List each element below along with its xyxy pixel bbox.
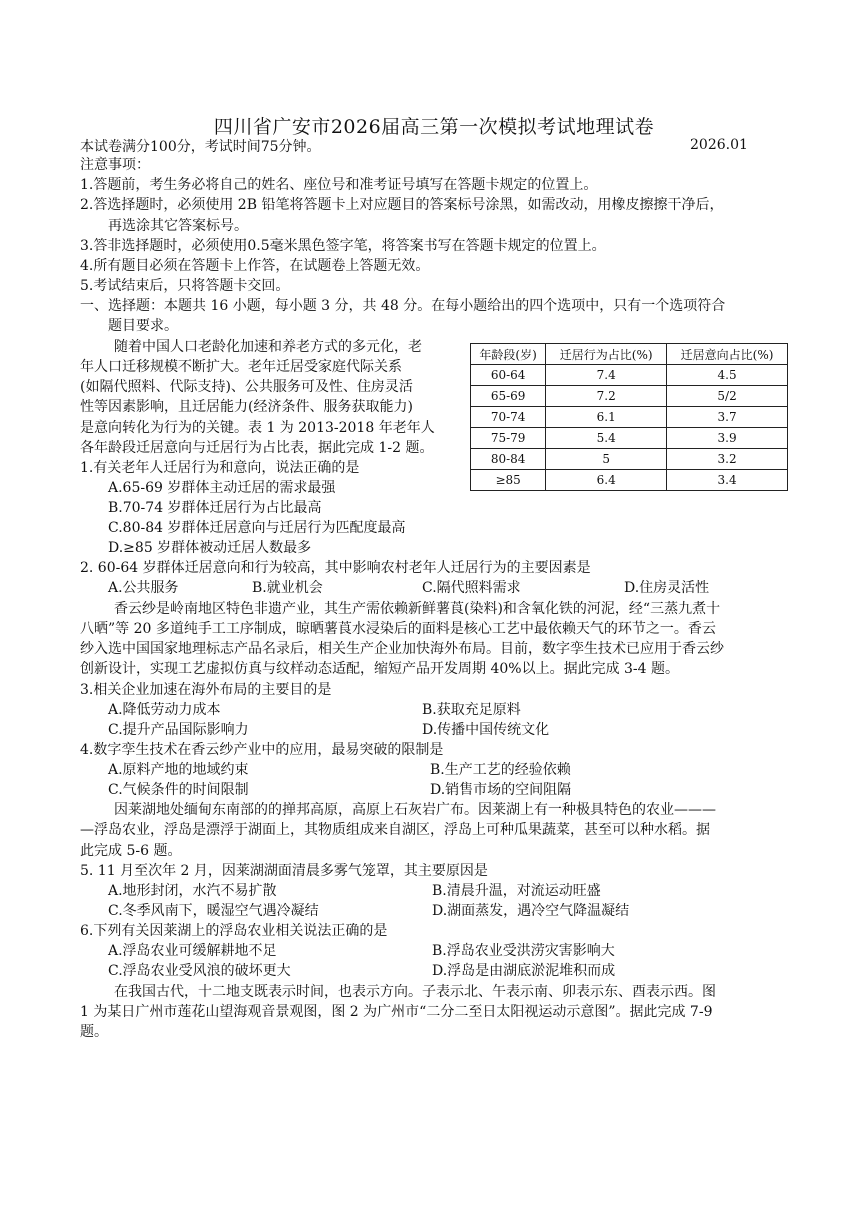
q6-option-d: D.浮岛是由湖底淤泥堆积而成 [432,963,616,979]
table-cell: 65-69 [471,386,546,407]
passage-line: 1 为某日广州市莲花山望海观音景观图，图 2 为广州市“二分二至日太阳视运动示意图”。据此完成 7-9 [80,1004,713,1020]
q2-option-d: D.住房灵活性 [624,580,710,596]
q6-option-c: C.浮岛农业受风浪的破坏更大 [108,963,291,979]
q3-option-c: C.提升产品国际影响力 [108,722,249,738]
passage-line: 性等因素影响，且迁居能力(经济条件、服务获取能力) [80,399,413,415]
table-header: 年龄段(岁) [471,344,546,365]
passage-line: 八晒”等 20 多道纯手工工序制成，晾晒薯莨水浸染后的面料是核心工艺中最依赖天气的环节之一。香云 [80,621,716,637]
table-row [471,428,788,449]
page-title: 四川省广安市2026届高三第一次模拟考试地理试卷 [213,116,655,138]
table-cell: 7.2 [546,386,667,407]
table-cell: ≥85 [471,470,546,491]
table-cell: 3.7 [667,407,788,428]
q6-option-a: A.浮岛农业可缓解耕地不足 [108,943,277,959]
table-row [471,386,788,407]
passage-line: —浮岛农业，浮岛是漂浮于湖面上，其物质组成来自湖区，浮岛上可种瓜果蔬菜，甚至可以种水稻。据 [80,822,710,838]
q2-option-b: B.就业机会 [252,580,323,596]
table-cell: 60-64 [471,365,546,386]
table-cell: 5/2 [667,386,788,407]
passage-line: 创新设计，实现工艺虚拟仿真与纹样动态适配，缩短产品开发周期 40%以上。据此完成 3-4 题。 [80,661,680,677]
q1-option-c: C.80-84 岁群体迁居意向与迁居行为匹配度最高 [108,520,406,536]
question-2-stem: 2. 60-64 岁群体迁居意向和行为较高，其中影响农村老年人迁居行为的主要因素是 [80,560,591,576]
table-header: 迁居行为占比(%) [546,344,667,365]
table-cell: 4.5 [667,365,788,386]
table-cell: 75-79 [471,428,546,449]
table-cell: 80-84 [471,449,546,470]
table-cell: 5.4 [546,428,667,449]
q4-option-d: D.销售市场的空间阻隔 [430,782,572,798]
section-heading: 一、选择题：本题共 16 小题，每小题 3 分，共 48 分。在每小题给出的四个选项中，只有一个选项符合 [80,298,726,314]
table-cell: 70-74 [471,407,546,428]
q5-option-d: D.湖面蒸发，遇冷空气降温凝结 [432,903,630,919]
note-item: 2.答选择题时，必须使用 2B 铅笔将答题卡上对应题目的答案标号涂黑，如需改动，用橡皮擦擦干净后， [80,197,724,213]
q1-option-a: A.65-69 岁群体主动迁居的需求最强 [108,480,336,496]
table-cell: 3.4 [667,470,788,491]
q1-option-d: D.≥85 岁群体被动迁居人数最多 [108,540,312,556]
table-cell: 6.4 [546,470,667,491]
q5-option-c: C.冬季风南下，暖湿空气遇冷凝结 [108,903,319,919]
question-3-stem: 3.相关企业加速在海外布局的主要目的是 [80,682,332,698]
table-header-row [471,344,788,365]
note-item: 再选涂其它答案标号。 [108,218,248,234]
exam-date: 2026.01 [690,137,748,153]
passage-line: (如隔代照料、代际支持)、公共服务可及性、住房灵活 [80,379,413,395]
note-item: 1.答题前，考生务必将自己的姓名、座位号和准考证号填写在答题卡规定的位置上。 [80,177,598,193]
table-cell: 3.9 [667,428,788,449]
table-cell: 7.4 [546,365,667,386]
note-item: 4.所有题目必须在答题卡上作答，在试题卷上答题无效。 [80,258,430,274]
passage-line: 香云纱是岭南地区特色非遗产业，其生产需依赖新鲜薯莨(染料)和含氧化铁的河泥，经“三蒸九煮十 [114,601,721,617]
q4-option-b: B.生产工艺的经验依赖 [430,762,571,778]
passage-line: 随着中国人口老龄化加速和养老方式的多元化，老 [114,339,422,355]
table-cell: 5 [546,449,667,470]
q4-option-a: A.原料产地的地域约束 [108,762,249,778]
passage-line: 因莱湖地处缅甸东南部的的掸邦高原，高原上石灰岩广布。因莱湖上有一种极具特色的农业——— [114,802,716,818]
passage-line: 题。 [80,1024,108,1040]
question-5-stem: 5. 11 月至次年 2 月，因莱湖湖面清晨多雾气笼罩，其主要原因是 [80,863,488,879]
question-1-stem: 1.有关老年人迁居行为和意向，说法正确的是 [80,460,360,476]
passage-line: 纱入选中国国家地理标志产品名录后，相关生产企业加快海外布局。目前，数字孪生技术已应用于香云纱 [80,641,724,657]
question-6-stem: 6.下列有关因莱湖上的浮岛农业相关说法正确的是 [80,923,388,939]
table-header: 迁居意向占比(%) [667,344,788,365]
question-4-stem: 4.数字孪生技术在香云纱产业中的应用，最易突破的限制是 [80,742,444,758]
q3-option-b: B.获取充足原料 [422,702,521,718]
q5-option-b: B.清晨升温，对流运动旺盛 [432,883,601,899]
q5-option-a: A.地形封闭，水汽不易扩散 [108,883,277,899]
q3-option-d: D.传播中国传统文化 [422,722,550,738]
table-cell: 3.2 [667,449,788,470]
passage-line: 在我国古代，十二地支既表示时间，也表示方向。子表示北、午表示南、卯表示东、酉表示西。图 [114,984,716,1000]
exam-info: 本试卷满分100分，考试时间75分钟。 [80,139,321,155]
q2-option-a: A.公共服务 [108,580,179,596]
q2-option-c: C.隔代照料需求 [422,580,521,596]
passage-line: 此完成 5-6 题。 [80,843,182,859]
section-heading-cont: 题目要求。 [108,318,178,334]
q4-option-c: C.气候条件的时间限制 [108,782,249,798]
q6-option-b: B.浮岛农业受洪涝灾害影响大 [432,943,615,959]
passage-line: 各年龄段迁居意向与迁居行为占比表，据此完成 1-2 题。 [80,440,434,456]
note-item: 3.答非选择题时，必须使用0.5毫米黑色签字笔，将答案书写在答题卡规定的位置上。 [80,238,606,254]
note-item: 5.考试结束后，只将答题卡交回。 [80,278,290,294]
q3-option-a: A.降低劳动力成本 [108,702,221,718]
passage-line: 年人口迁移规模不断扩大。老年迁居受家庭代际关系 [80,359,402,375]
q1-option-b: B.70-74 岁群体迁居行为占比最高 [108,500,322,516]
notes-heading: 注意事项： [80,157,150,173]
table-row [471,365,788,386]
table-row [471,407,788,428]
table-cell: 6.1 [546,407,667,428]
passage-line: 是意向转化为行为的关键。表 1 为 2013-2018 年老年人 [80,420,435,436]
